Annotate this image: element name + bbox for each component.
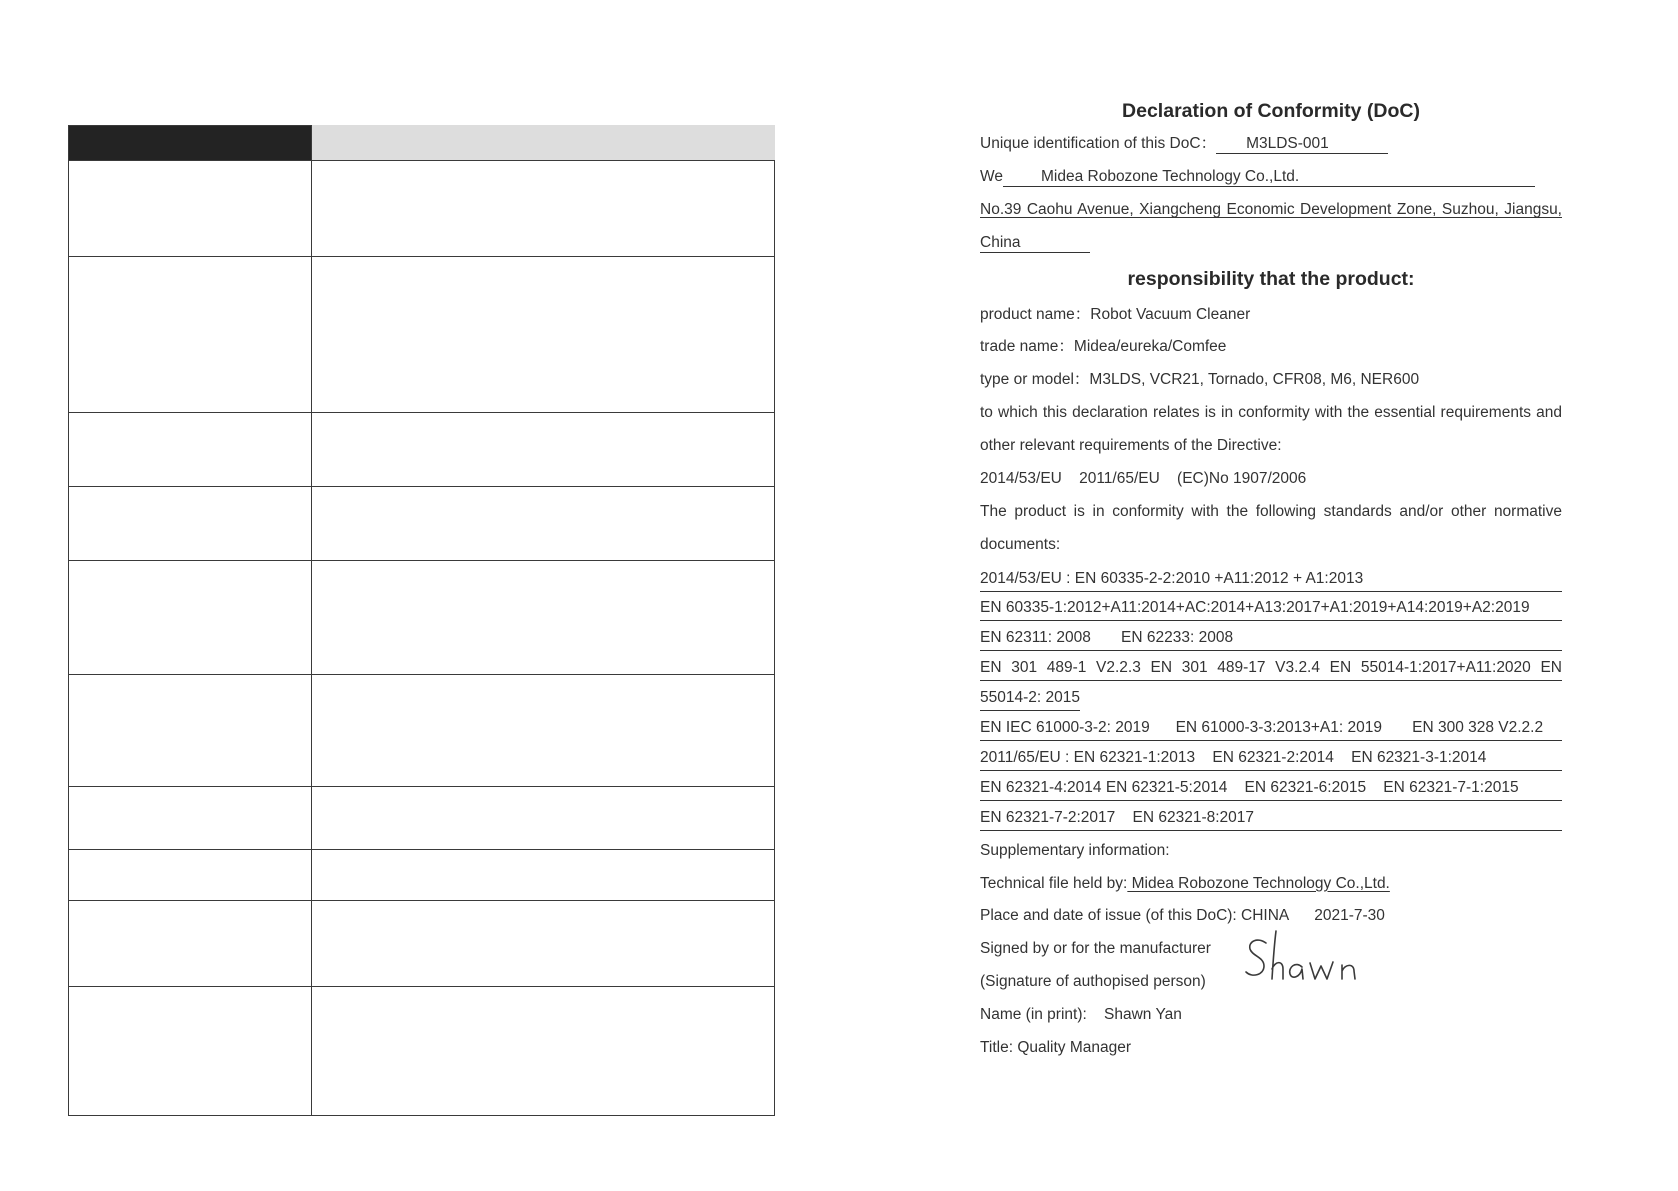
type-model: type or model：M3LDS, VCR21, Tornado, CFR08, M6, NER600: [980, 371, 1420, 389]
standard-line: 2014/53/EU : EN 60335-2-2:2010 +A11:2012 + A1:2013: [980, 567, 1562, 592]
declaration-of-conformity: [980, 94, 1562, 1065]
title-line: Title: Quality Manager: [980, 1039, 1132, 1057]
table-row: [69, 987, 775, 1116]
table-header-left: [69, 126, 312, 161]
place-date: Place and date of issue (of this DoC): CHINA 2021-7-30: [980, 907, 1385, 925]
standard-line: 55014-2: 2015: [980, 686, 1080, 711]
company-name: Midea Robozone Technology Co.,Ltd.: [1003, 168, 1535, 187]
standards-intro-2: documents:: [980, 535, 1061, 553]
standard-line: EN 62321-4:2014 EN 62321-5:2014 EN 62321-6:2015 EN 62321-7-1:2015: [980, 776, 1562, 801]
table-row: [69, 561, 775, 675]
table-row: [69, 257, 775, 413]
signature-label: (Signature of authopised person): [980, 973, 1206, 991]
table-row: [69, 487, 775, 561]
product-name: product name：Robot Vacuum Cleaner: [980, 305, 1251, 323]
blank-table: [68, 125, 775, 1116]
table-row: [69, 787, 775, 850]
standards-intro-1: The product is in conformity with the following standards and/or other normative: [980, 502, 1562, 520]
address-line-2-wrap: [980, 227, 1562, 260]
responsibility-heading: responsibility that the product:: [1127, 267, 1415, 290]
name-in-print: Name (in print): Shawn Yan: [980, 1006, 1182, 1024]
trade-name: trade name：Midea/eureka/Comfee: [980, 338, 1227, 356]
signature-block: [980, 933, 1562, 999]
tech-file-line: [980, 868, 1562, 901]
address-line-2: China: [980, 234, 1090, 253]
table-row: [69, 850, 775, 901]
table-row: [69, 901, 775, 987]
table-row: [69, 413, 775, 487]
table-row: [69, 675, 775, 787]
standard-line: EN IEC 61000-3-2: 2019 EN 61000-3-3:2013+A1: 2019 EN 300 328 V2.2.2: [980, 716, 1562, 741]
uid-label: Unique identification of this DoC：: [980, 135, 1217, 152]
standard-line: EN 301 489-1 V2.2.3 EN 301 489-17 V3.2.4 EN 55014-1:2017+A11:2020 EN: [980, 656, 1562, 681]
doc-title: Declaration of Conformity (DoC): [1122, 100, 1420, 122]
address-line-1: No.39 Caohu Avenue, Xiangcheng Economic Development Zone, Suzhou, Jiangsu,: [980, 200, 1562, 218]
we-line: [980, 161, 1562, 194]
tech-file-label: Technical file held by:: [980, 874, 1128, 892]
handwritten-signature: [1242, 925, 1382, 991]
standard-line: EN 60335-1:2012+A11:2014+AC:2014+A13:2017+A1:2019+A14:2019+A2:2019: [980, 596, 1562, 621]
standard-line: 2011/65/EU : EN 62321-1:2013 EN 62321-2:2014 EN 62321-3-1:2014: [980, 746, 1562, 771]
table-header-right: [312, 126, 775, 161]
conformity-line-1: to which this declaration relates is in conformity with the essential requirements and: [980, 404, 1562, 422]
uid-value: M3LDS-001: [1216, 135, 1388, 154]
directives: 2014/53/EU 2011/65/EU (EC)No 1907/2006: [980, 470, 1307, 488]
standard-line: EN 62321-7-2:2017 EN 62321-8:2017: [980, 806, 1562, 831]
tech-file-value: Midea Robozone Technology Co.,Ltd.: [1127, 874, 1390, 892]
we-label: We: [980, 167, 1003, 185]
standard-line: EN 62311: 2008 EN 62233: 2008: [980, 626, 1562, 651]
signed-by: Signed by or for the manufacturer: [980, 940, 1211, 958]
uid-line: [980, 128, 1562, 161]
conformity-line-2: other relevant requirements of the Directive:: [980, 437, 1282, 455]
supplementary-info: Supplementary information:: [980, 841, 1170, 859]
table-row: [69, 161, 775, 257]
